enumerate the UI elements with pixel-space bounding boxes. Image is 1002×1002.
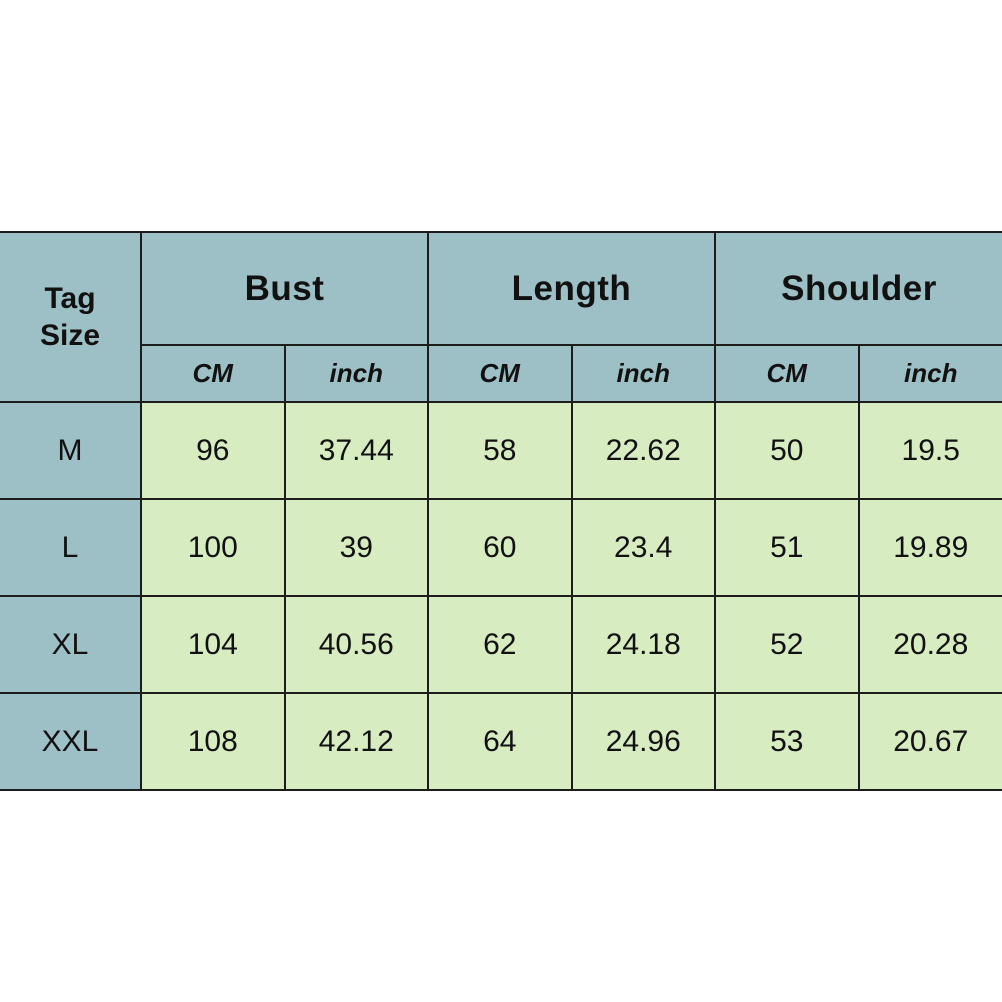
tag-size-line-2: Size bbox=[39, 319, 101, 352]
cell-xl-length-cm: 62 bbox=[428, 596, 572, 693]
cell-m-shoulder-cm: 50 bbox=[715, 402, 859, 499]
row-label-l: L bbox=[0, 499, 141, 596]
cell-xxl-bust-inch: 42.12 bbox=[285, 693, 429, 790]
cell-xxl-length-inch: 24.96 bbox=[572, 693, 716, 790]
cell-m-length-inch: 22.62 bbox=[572, 402, 716, 499]
unit-header-length-cm: CM bbox=[428, 345, 572, 402]
unit-header-length-inch: inch bbox=[572, 345, 716, 402]
cell-xl-length-inch: 24.18 bbox=[572, 596, 716, 693]
row-label-xxl: XXL bbox=[0, 693, 141, 790]
table-header-group-row bbox=[0, 232, 1002, 345]
size-chart-table bbox=[0, 231, 1002, 791]
cell-xxl-length-cm: 64 bbox=[428, 693, 572, 790]
table-row bbox=[0, 693, 1002, 790]
cell-xxl-bust-cm: 108 bbox=[141, 693, 285, 790]
tag-size-header bbox=[0, 232, 141, 402]
table-header-unit-row bbox=[0, 345, 1002, 402]
unit-header-shoulder-inch: inch bbox=[859, 345, 1002, 402]
group-header-length: Length bbox=[428, 232, 715, 345]
unit-header-bust-inch: inch bbox=[285, 345, 429, 402]
group-header-shoulder: Shoulder bbox=[715, 232, 1002, 345]
row-label-m: M bbox=[0, 402, 141, 499]
cell-l-bust-inch: 39 bbox=[285, 499, 429, 596]
row-label-xl: XL bbox=[0, 596, 141, 693]
unit-header-shoulder-cm: CM bbox=[715, 345, 859, 402]
tag-size-line-1: Tag bbox=[44, 281, 96, 315]
cell-xxl-shoulder-cm: 53 bbox=[715, 693, 859, 790]
table-row bbox=[0, 596, 1002, 693]
cell-l-length-inch: 23.4 bbox=[572, 499, 716, 596]
cell-m-bust-cm: 96 bbox=[141, 402, 285, 499]
table-row bbox=[0, 499, 1002, 596]
cell-m-length-cm: 58 bbox=[428, 402, 572, 499]
size-chart-table-container bbox=[0, 231, 1002, 791]
group-header-bust: Bust bbox=[141, 232, 428, 345]
table-row bbox=[0, 402, 1002, 499]
cell-l-shoulder-cm: 51 bbox=[715, 499, 859, 596]
cell-m-shoulder-inch: 19.5 bbox=[859, 402, 1002, 499]
cell-m-bust-inch: 37.44 bbox=[285, 402, 429, 499]
cell-l-bust-cm: 100 bbox=[141, 499, 285, 596]
cell-l-shoulder-inch: 19.89 bbox=[859, 499, 1002, 596]
unit-header-bust-cm: CM bbox=[141, 345, 285, 402]
cell-xl-shoulder-cm: 52 bbox=[715, 596, 859, 693]
cell-xxl-shoulder-inch: 20.67 bbox=[859, 693, 1002, 790]
cell-xl-bust-inch: 40.56 bbox=[285, 596, 429, 693]
cell-xl-bust-cm: 104 bbox=[141, 596, 285, 693]
cell-xl-shoulder-inch: 20.28 bbox=[859, 596, 1002, 693]
cell-l-length-cm: 60 bbox=[428, 499, 572, 596]
